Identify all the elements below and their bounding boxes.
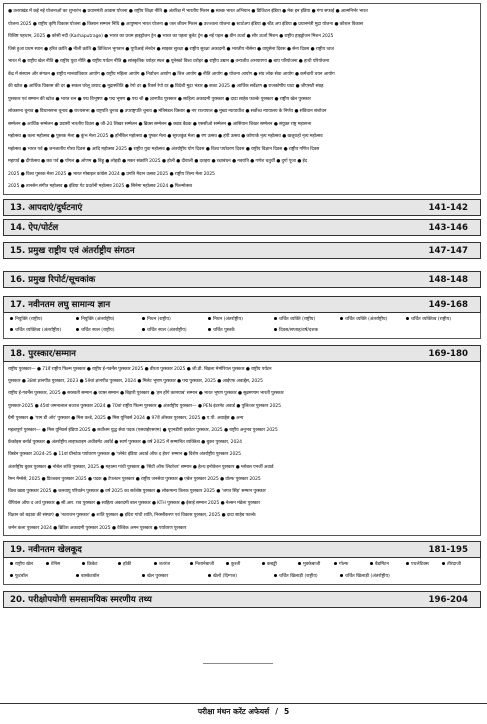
bullet-icon: [208, 317, 211, 320]
section-pages: 149-168: [428, 300, 468, 310]
list-item: [274, 314, 315, 325]
contents-line: की खोज ● आर्थिक विकास की दर ● सकल घरेलू उत्पाद ● मुद्रास्फीति ● रेपो दर ● रिवर्स रेपो दर ● विदेशी मुद्रा भंडार ● बजट 2025 ● आर्थिक सर्वेक्षण ● राजकोषीय घाटा ● जीएसटी संग्रह: [8, 84, 324, 89]
contents-line: केंद्र में संस्थान और संगठन ● राष्ट्रीय मानवाधिकार आयोग ● राष्ट्रीय महिला आयोग ● निर्वाचन आयोग ● वित्त आयोग ● नीति आयोग ● योजना आयोग ● संघ लोक सेवा आयोग ● कर्मचारी चयन आयोग: [8, 71, 335, 77]
bullet-icon: [442, 562, 445, 565]
contents-line: ● उत्तराखंड में कई नई योजनाओं का शुभारंभ ● प्रधानमंत्री आवास योजना ● राष्ट्रीय शिक्षा नीति ● अंतरिक्ष में भारतीय मिशन ● स्वच्छ भारत अभियान ● डिजिटल इंडिया ● मेक इन इंडिया ● गंगा सफाई ● आत्मनिर्भर भारत: [8, 9, 368, 14]
item-label: चर्चित पुस्तकें: [213, 328, 235, 333]
item-label: नियुक्ति (अंतर्राष्ट्रीय): [81, 317, 115, 322]
list-item: [370, 559, 389, 570]
items-row: [8, 314, 476, 325]
bullet-icon: [142, 574, 145, 577]
list-item: [76, 571, 99, 582]
list-item: [10, 559, 33, 570]
item-label: एथलेटिक्स: [411, 562, 429, 567]
bullet-icon: [208, 328, 211, 331]
award-line: ग्रैमी पुरस्कार ● 'पाम डी ओर' पुरस्कार ● मिस वर्ल्ड, 2025 ● मिस यूनिवर्स 2024 ● 97वें ऑस्कर पुरस्कार, 2025 ● ए.पी. अवार्ड्स ● अन्य: [8, 415, 244, 421]
list-item: [118, 559, 131, 570]
item-label: क्रिकेट: [87, 562, 98, 567]
list-item: [274, 571, 318, 582]
list-item: [274, 325, 318, 336]
list-item: [10, 325, 61, 336]
list-item: [10, 314, 42, 325]
section-19-items: [3, 558, 481, 585]
section-15-header: [3, 242, 481, 259]
list-item: [76, 325, 115, 336]
item-label: चर्चित व्यक्ति (राष्ट्रीय): [279, 317, 316, 322]
contents-line: भारत में ● राष्ट्रीय खेल नीति ● राष्ट्रीय युवा नीति ● राष्ट्रीय पर्यटन नीति ● सांस्कृतिक धरोहर स्थल ● यूनेस्को विश्व धरोहर ● राष्ट्रीय उद्यान ● वन्यजीव अभयारण्य ● बाघ परियोजना ● हाथी परियोजना: [8, 59, 330, 64]
award-line: विज्ञान को बढ़ावा की संस्थाएं ● 'नटराजन पुरस्कार' ● शांति पुरस्कार ● इंदिरा गांधी शांति, निरस्त्रीकरण एवं विकास पुरस्कार, 2025 ● दादा साहेब फाल्के: [8, 513, 256, 519]
list-item: [406, 314, 451, 325]
list-item: [10, 571, 28, 582]
contents-line: जिसे हुआ प्रथम स्थान ● हरित क्रांति ● नीली क्रांति ● डिजिटल भुगतान ● यूपीआई लेनदेन ● साइबर सुरक्षा ● राष्ट्रीय सुरक्षा अकादमी ● भारतीय नौसेना ● वायुसेना दिवस ● सेना दिवस ● राष्ट्रीय ध्वज: [8, 46, 334, 52]
divider: [203, 663, 273, 664]
list-item: [190, 559, 214, 570]
section-pages: 169-180: [428, 349, 468, 359]
item-label: चर्चित खिलाड़ी (राष्ट्रीय): [279, 574, 318, 579]
section-14-header: [3, 219, 481, 236]
section-19-header: [3, 541, 481, 558]
list-item: [142, 325, 187, 336]
bullet-icon: [190, 562, 193, 565]
bullet-icon: [274, 317, 277, 320]
contents-line: 2025 ● तानसेन संगीत महोत्सव ● इंडिया गेट प्रदर्शनी महोत्सव 2025 ● सिनेमा महोत्सव 2024 ● फिल्मोत्सव: [8, 184, 192, 189]
contents-line: महोत्सव ● भारत पर्व ● जनजातीय गौरव दिवस ● आदि महोत्सव 2025 ● राष्ट्रीय युवा महोत्सव ● अंतर्राष्ट्रीय योग दिवस ● विश्व पर्यावरण दिवस ● राष्ट्रीय विज्ञान दिवस ● राष्ट्रीय गणित दिवस: [8, 146, 320, 152]
bullet-icon: [274, 328, 277, 331]
item-label: शतरंज: [159, 562, 171, 567]
section-17-header: [3, 296, 481, 313]
section-title: 18. पुरस्कार/सम्मान: [10, 349, 76, 359]
list-item: [76, 314, 114, 325]
item-label: चर्चित खिलाड़ी (अंतर्राष्ट्रीय): [345, 574, 390, 579]
item-label: मुक्केबाजी: [303, 562, 321, 567]
list-item: [46, 559, 60, 570]
award-line: महत्वपूर्ण पुरस्कार— ● मिस यूनिवर्स इंडिया 2025 ● सर्वोत्तम युद्ध सेवा पदक (एसवाईएसएम) ● यूएनडीपी इक्वेटर पुरस्कार, 2025 ● राष्ट्रीय अनुभव पुरस्कार 2025: [8, 428, 278, 433]
section-18-items: [3, 362, 481, 536]
list-item: [406, 559, 429, 570]
item-label: राष्ट्रीय खेल: [15, 562, 33, 567]
bullet-icon: [340, 574, 343, 577]
section-pages: 143-146: [428, 223, 468, 233]
item-label: बास्केटबॉल: [81, 574, 100, 579]
award-line: अंतर्राष्ट्रीय बुकर पुरस्कार ● नोबेल शांति पुरस्कार, 2025 ● महात्मा गांधी पुरस्कार ● 'सिटी ऑफ लिटरेचर' सम्मान ● हेल्थ इनोवेशन पुरस्कार ● ग्लोबल एनर्जी अवार्ड: [8, 464, 274, 470]
bullet-icon: [82, 562, 85, 565]
bullet-icon: [10, 562, 13, 565]
award-line: विस्डेन पुरस्कार 2024-25 ● 11वां ग्रीनटेक पर्यावरण पुरस्कार ● 'प्लेनेट इंडिया अवार्ड ऑफ द ईयर' सम्मान ● विशेष अंतर्राष्ट्रीय पुरस्कार 2025: [8, 452, 241, 458]
item-label: तीरंदाजी: [447, 562, 461, 567]
section-title: 14. ऐप/पोर्टल: [10, 223, 59, 233]
section-title: 19. नवीनतम खेलकूद: [10, 545, 82, 555]
page-number: 5: [283, 707, 290, 716]
item-label: खेल पुरस्कार: [147, 574, 169, 579]
award-line: विश्व खाद्य पुरस्कार 2025 ● जलवायु परिवर्तन पुरस्कार ● वर्ष 2025 का सर्वश्रेष्ठ पुरस्कार ● लोकमान्य तिलक पुरस्कार 2025 ● 'जगत सिंह' सम्मान पुरस्कार: [8, 489, 266, 494]
bullet-icon: [10, 317, 13, 320]
list-item: [262, 559, 277, 570]
contents-line: महापर्व ● दीपोत्सव ● छठ पर्व ● पोंगल ● ओणम ● बिहू ● लोहड़ी ● मकर संक्रांति 2025 ● होली ● दीवाली ● दशहरा ● रक्षाबंधन ● नवरात्रि ● गणेश चतुर्थी ● दुर्गा पूजा ● ईद: [8, 159, 307, 164]
item-label: चर्चित व्यक्ति (अंतर्राष्ट्रीय): [345, 317, 388, 322]
contents-line: पुरस्कार एवं सम्मान की खोज ● भारत रत्न ● पद्म विभूषण ● पद्म भूषण ● पद्म श्री ● ज्ञानपीठ पुरस्कार ● साहित्य अकादमी पुरस्कार ● दादा साहेब फाल्के पुरस्कार ● राष्ट्रीय खेल पुरस्कार: [8, 96, 311, 102]
section-title: 15. प्रमुख राष्ट्रीय एवं अंतर्राष्ट्रीय संगठन: [10, 246, 135, 256]
contents-line: सम्मेलन ● आर्थिक सम्मेलन ● प्रवासी भारतीय दिवस ● जी-20 शिखर सम्मेलन ● ब्रिक्स सम्मेलन ● क्वाड बैठक ● एससीओ सम्मेलन ● आसियान शिखर सम्मेलन ● संयुक्त राष्ट्र महासभा: [8, 121, 312, 127]
section-pages: 181-195: [428, 545, 468, 555]
item-label: बैडमिंटन: [375, 562, 389, 567]
list-item: [208, 325, 235, 336]
list-item: [298, 559, 320, 570]
items-row: [8, 571, 476, 582]
contents-line: महोत्सव ● कला महोत्सव ● पुस्तक मेला ● कुंभ मेला 2025 ● हॉर्नबिल महोत्सव ● पुष्कर मेला ● सूरजकुंड मेला ● रण उत्सव ● हंपी उत्सव ● कोणार्क नृत्य महोत्सव ● खजुराहो नृत्य महोत्सव: [8, 134, 323, 139]
items-row: [8, 559, 476, 570]
item-label: निशानेबाजी: [195, 562, 215, 567]
footer-rule: [0, 703, 487, 704]
bullet-icon: [262, 562, 265, 565]
item-label: चर्चित स्थल (राष्ट्रीय): [81, 328, 115, 333]
bullet-icon: [334, 562, 337, 565]
list-item: [226, 559, 240, 570]
item-label: कुश्ती: [231, 562, 241, 567]
item-label: निधन (राष्ट्रीय): [147, 317, 171, 322]
bullet-icon: [142, 328, 145, 331]
list-item: [340, 571, 390, 582]
section-title: 13. आपदाएं/दुर्घटनाएं: [10, 203, 83, 213]
section-13-header: [3, 199, 481, 216]
item-label: फुटबॉल: [15, 574, 28, 579]
section-20-header: [3, 591, 481, 608]
bullet-icon: [76, 317, 79, 320]
contents-line: योजना 2025 ● राष्ट्रीय कृषि विकास योजना ● किसान सम्मान निधि ● आयुष्मान भारत योजना ● जल जीवन मिशन ● उज्ज्वला योजना ● स्टार्टअप इंडिया ● स्टैंड अप इंडिया ● प्रधानमंत्री मुद्रा योजना ● कौशल विकास: [8, 21, 363, 27]
bullet-icon: [10, 574, 13, 577]
list-item: [208, 314, 243, 325]
bullet-icon: [406, 562, 409, 565]
list-item: [142, 571, 168, 582]
section-17-items: [3, 313, 481, 339]
contents-block-12: [3, 3, 481, 195]
list-item: [208, 571, 237, 582]
bullet-icon: [274, 574, 277, 577]
list-item: [154, 559, 170, 570]
list-item: [142, 314, 171, 325]
list-item: [340, 314, 387, 325]
section-title: 16. प्रमुख रिपोर्ट/सूचकांक: [10, 275, 96, 285]
award-line: पुरस्कार-2025 ● 45वां जमनालाल बजाज पुरस्कार 2024 ● 70वां राष्ट्रीय फिल्म पुरस्कार ● अंतर्राष्ट्रीय पुरस्कार— ● PEN इंटरनेट अवार्ड ● पुलित्जर पुरस्कार 2025: [8, 403, 281, 409]
award-line: राष्ट्रीय पुरस्कार— ● 71वें राष्ट्रीय फिल्म पुरस्कार ● राष्ट्रीय ई-गवर्नेंस पुरस्कार 2025 ● वीरता पुरस्कार 2025 ● जी.डी. बिड़ला मेमोरियल पुरस्कार ● राष्ट्रीय पर्यटन: [8, 367, 272, 372]
award-line: पुरस्कार ● 38वां ज्ञानपीठ पुरस्कार, 2023 ● 59वां ज्ञानपीठ पुरस्कार, 2024 ● मिलेट भूषण पुरस्कार ● पद्म पुरस्कार, 2025 ● आईएफ अवार्ड्स, 2025: [8, 379, 263, 385]
contents-line: 2025 ● विश्व पुस्तक मेला 2025 ● भारत मोबाइल कांग्रेस 2024 ● प्रगति मैदान उत्सव 2025 ● राष्ट्रीय शिल्प मेला 2025: [8, 171, 215, 177]
page-footer: [0, 707, 487, 717]
contents-line: लोकसभा चुनाव ● विधानसभा चुनाव ● राज्यसभा ● राष्ट्रपति चुनाव ● उपराष्ट्रपति चुनाव ● मंत्रिमंडल विस्तार ● नए राज्यपाल ● मुख्य न्यायाधीश ● सर्वोच्च न्यायालय के निर्णय ● संविधान संशोधन: [8, 109, 327, 114]
award-line: जर्मन कला पुरस्कार 2024 ● ब्रिटिश अकादमी पुरस्कार 2025 ● वैश्विक अमन पुरस्कार ● पर्यावरण पुरस्कार: [8, 525, 187, 531]
award-line: रैमन मैग्सेसे, 2025 ● प्रित्जकर पुरस्कार 2025 ● पदक ● टेंपलटन पुरस्कार ● राष्ट्रीय जनसेवा पुरस्कार ● एबेल पुरस्कार 2025 ● वोल्फ पुरस्कार 2025: [8, 476, 261, 482]
section-pages: 148-148: [428, 275, 468, 285]
list-item: [82, 559, 98, 570]
section-title: 17. नवीनतम लघु सामान्य ज्ञान: [10, 300, 111, 310]
bullet-icon: [76, 328, 79, 331]
bullet-icon: [118, 562, 121, 565]
item-label: निधन (अंतर्राष्ट्रीय): [213, 317, 243, 322]
award-line: चैंपियंस ऑफ द अर्थ पुरस्कार ● सी.आर. राव पुरस्कार ● साहित्य अकादमी बाल पुरस्कार ● KTH पुरस्कार ● ईसाई सम्मान 2025 ● नेल्सन मंडेला पुरस्कार: [8, 501, 261, 507]
section-pages: 147-147: [428, 246, 468, 256]
award-line: राष्ट्रीय ई-गवर्नेंस पुरस्कार, 2025 ● सरस्वती सम्मान ● व्यास सम्मान ● बिहारी पुरस्कार ● 'हम होंगे कामयाब' सम्मान ● भारत भूषण पुरस्कार ● सुब्रमण्यम भारती पुरस्कार: [8, 391, 284, 397]
bullet-icon: [154, 562, 157, 565]
contents-line: विशिष्ट पहचान, 2025 ● कोसी नदी (Karhaputrage) ● भारत का प्रथम हाइड्रोजन ट्रेन ● भारत का पहला बुलेट ट्रेन ● नई पहल ● ग्रीन ऊर्जा ● सौर ऊर्जा मिशन ● राष्ट्रीय हाइड्रोजन मिशन 2025: [8, 34, 334, 39]
item-label: खेलों (दिग्गज): [213, 574, 238, 579]
bullet-icon: [298, 562, 301, 565]
item-label: हॉकी: [123, 562, 132, 567]
item-label: दिवस/सप्ताह/वर्ष/दशक: [279, 328, 319, 333]
bullet-icon: [10, 328, 13, 331]
section-18-header: [3, 345, 481, 362]
item-label: कबड्डी: [267, 562, 277, 567]
footer-title: परीक्षा मंथन करेंट अफेयर्स / 5: [186, 707, 301, 716]
list-item: [334, 559, 348, 570]
items-row: [8, 325, 476, 336]
section-16-header: [3, 271, 481, 288]
list-item: [442, 559, 461, 570]
bullet-icon: [142, 317, 145, 320]
bullet-icon: [226, 562, 229, 565]
item-label: नियुक्ति (राष्ट्रीय): [15, 317, 43, 322]
item-label: टेनिस: [51, 562, 61, 567]
award-line: फ्रेंकोइस बर्नार्ड पुरस्कार ● अंतर्राष्ट्रीय लाइफटाइम अचीवमेंट अवॉर्ड ● स्वर्ण पुरस्कार ● वर्ष 2025 में सम्मानित व्यक्तित्व ● बुकर पुरस्कार, 2024: [8, 440, 242, 446]
item-label: चर्चित व्यक्तित्व (राष्ट्रीय): [411, 317, 452, 322]
bullet-icon: [208, 574, 211, 577]
section-pages: 196-204: [428, 595, 468, 605]
section-pages: 141-142: [428, 203, 468, 213]
bullet-icon: [46, 562, 49, 565]
item-label: चर्चित व्यक्तित्व (अंतर्राष्ट्रीय): [15, 328, 62, 333]
bullet-icon: [340, 317, 343, 320]
item-label: चर्चित स्थल (अंतर्राष्ट्रीय): [147, 328, 187, 333]
bullet-icon: [406, 317, 409, 320]
section-title: 20. परीक्षोपयोगी समसामयिक स्मरणीय तथ्य: [10, 595, 152, 605]
bullet-icon: [370, 562, 373, 565]
bullet-icon: [76, 574, 79, 577]
item-label: गोल्फ: [339, 562, 349, 567]
